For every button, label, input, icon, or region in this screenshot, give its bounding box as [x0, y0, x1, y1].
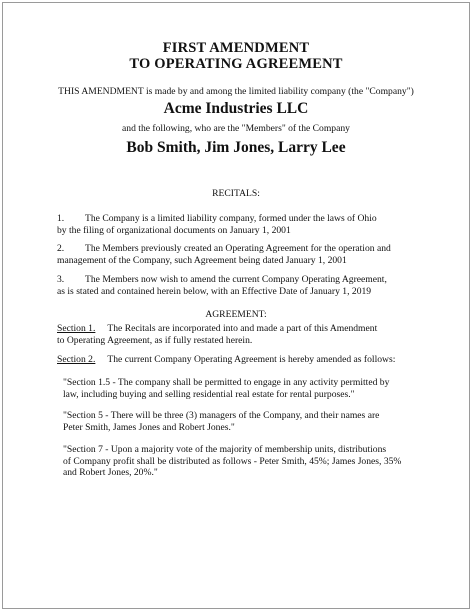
recital-2-number: 2.	[57, 243, 65, 254]
intro-text: THIS AMENDMENT is made by and among the limited liability company (the "Company")	[58, 86, 414, 97]
recital-2-line-2: management of the Company, such Agreement being dated January 1, 2001	[57, 254, 347, 266]
recital-1	[57, 213, 437, 236]
document-page	[2, 2, 470, 609]
recital-2	[57, 243, 437, 266]
recital-1-line-2: by the filing of organizational documents on January 1, 2001	[57, 224, 291, 236]
recital-1-number: 1.	[57, 213, 65, 224]
amendment-2-line-1: "Section 5 - There will be three (3) managers of the Company, and their names are	[63, 410, 380, 421]
amendment-1-line-2: law, including buying and selling residential real estate for rental purposes."	[63, 388, 355, 400]
agreement-heading: AGREEMENT:	[205, 309, 267, 320]
amendment-3-line-2: of Company profit shall be distributed as follows - Peter Smith, 45%; James Jones, 35%	[63, 455, 402, 467]
section-1-label: Section 1.	[57, 323, 96, 334]
recitals-heading: RECITALS:	[212, 188, 260, 199]
recital-2-line-1: The Members previously created an Operating Agreement for the operation and	[85, 243, 391, 254]
section-2-line-1: The current Company Operating Agreement is hereby amended as follows:	[107, 354, 396, 365]
amendment-1-line-1: "Section 1.5 - The company shall be permitted to engage in any activity permitted by	[63, 377, 390, 388]
recital-1-line-1: The Company is a limited liability company, formed under the laws of Ohio	[85, 213, 377, 224]
title-line-2: TO OPERATING AGREEMENT	[129, 56, 343, 72]
recital-3-line-1: The Members now wish to amend the current Company Operating Agreement,	[85, 274, 387, 285]
amendment-3-line-3: and Robert Jones, 20%."	[63, 467, 158, 478]
amendment-2-line-2: Peter Smith, James Jones and Robert Jones."	[63, 421, 235, 433]
section-2-label: Section 2.	[57, 354, 96, 365]
amendment-2	[63, 410, 433, 433]
title-line-1: FIRST AMENDMENT	[162, 40, 310, 56]
recital-3	[57, 274, 437, 297]
amendment-3-line-1: "Section 7 - Upon a majority vote of the majority of membership units, distributions	[63, 444, 387, 455]
recital-3-number: 3.	[57, 274, 65, 285]
members-names: Bob Smith, Jim Jones, Larry Lee	[126, 139, 346, 156]
section-2	[57, 354, 437, 366]
section-1	[57, 323, 437, 346]
amendment-1	[63, 377, 433, 400]
section-1-line-1: The Recitals are incorporated into and made a part of this Amendment	[107, 323, 378, 334]
amendment-3	[63, 444, 433, 479]
recital-3-line-2: as is stated and contained herein below, with an Effective Date of January 1, 2019	[57, 285, 372, 297]
company-name: Acme Industries LLC	[163, 100, 309, 117]
members-intro: and the following, who are the "Members" of the Company	[122, 123, 350, 134]
section-1-line-2: to Operating Agreement, as if fully restated herein.	[57, 334, 253, 346]
